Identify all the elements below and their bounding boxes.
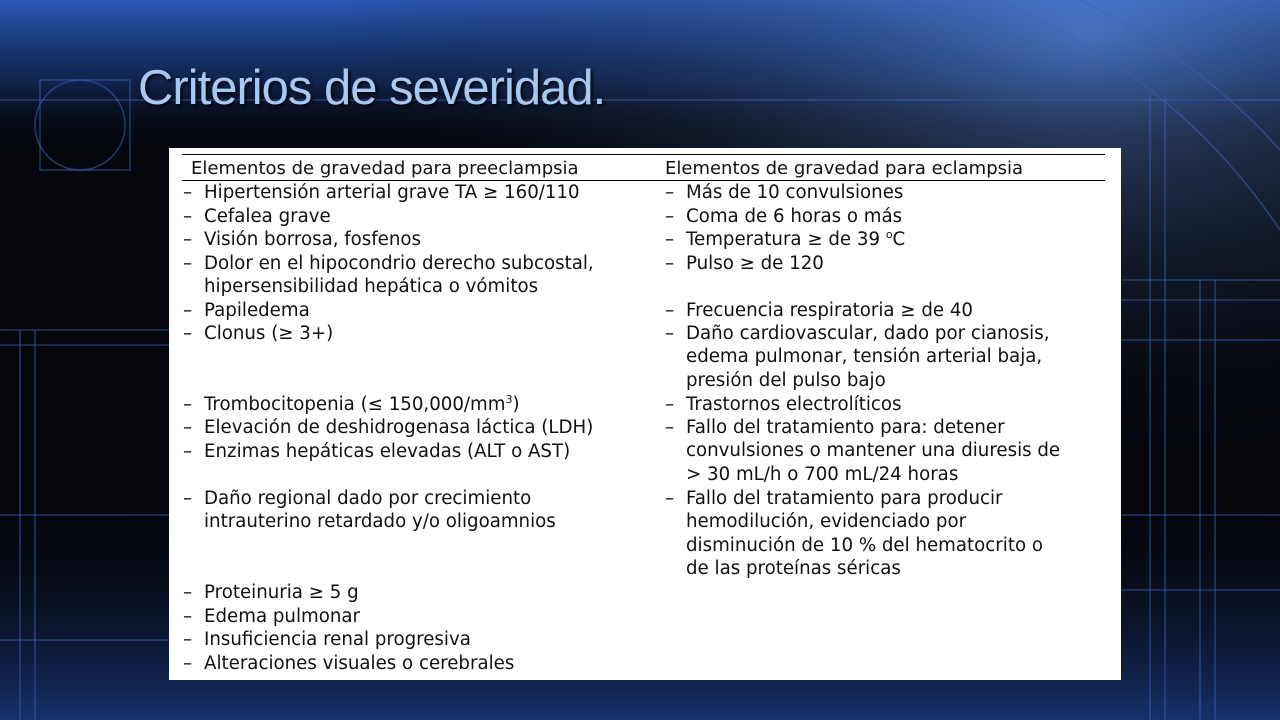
preeclampsia-item: – Enzimas hepáticas elevadas (ALT o AST): [183, 441, 571, 462]
preeclampsia-item: – Cefalea grave: [183, 206, 331, 227]
preeclampsia-item: – Dolor en el hipocondrio derecho subcostal, hipersensibilidad hepática o vómitos: [183, 253, 594, 298]
preeclampsia-item: – Elevación de deshidrogenasa láctica (LDH): [183, 417, 594, 438]
header-eclampsia: Elementos de gravedad para eclampsia: [665, 158, 1024, 179]
table-top-rule: [182, 154, 1105, 155]
preeclampsia-item: – Edema pulmonar: [183, 606, 360, 627]
eclampsia-item: – Frecuencia respiratoria ≥ de 40: [665, 300, 973, 321]
preeclampsia-item: – Papiledema: [183, 300, 310, 321]
preeclampsia-item: – Visión borrosa, fosfenos: [183, 229, 422, 250]
eclampsia-item: – Más de 10 convulsiones: [665, 182, 904, 203]
header-preeclampsia: Elementos de gravedad para preeclampsia: [191, 158, 579, 179]
preeclampsia-item: – Daño regional dado por crecimiento intrauterino retardado y/o oligoamnios: [183, 488, 556, 533]
eclampsia-item: – Coma de 6 horas o más: [665, 206, 903, 227]
preeclampsia-item: – Alteraciones visuales o cerebrales: [183, 653, 515, 674]
eclampsia-item: – Fallo del tratamiento para: detener convulsiones o mantener una diuresis de > 30 mL/h o 700 mL/24 horas: [665, 417, 1061, 485]
preeclampsia-item: – Hipertensión arterial grave TA ≥ 160/110: [183, 182, 580, 203]
eclampsia-item: – Daño cardiovascular, dado por cianosis, edema pulmonar, tensión arterial baja, presión del pulso bajo: [665, 323, 1050, 391]
eclampsia-item: – Trastornos electrolíticos: [665, 394, 902, 415]
slide-title: Criterios de severidad.: [138, 61, 606, 115]
preeclampsia-item: – Clonus (≥ 3+): [183, 323, 334, 344]
preeclampsia-item: – Trombocitopenia (≤ $150,000/mm^3$): [183, 393, 520, 415]
preeclampsia-item: – Insuficiencia renal progresiva: [183, 629, 471, 650]
eclampsia-item: – Temperatura ≥ de 39 $^o$C: [665, 228, 906, 250]
severity-criteria-table: [169, 148, 1121, 680]
preeclampsia-item: – Proteinuria ≥ 5 g: [183, 582, 359, 603]
eclampsia-item: – Fallo del tratamiento para producir hemodilución, evidenciado por disminución de 10 % del hematocrito o de las proteínas séricas: [665, 488, 1043, 580]
eclampsia-item: – Pulso ≥ de 120: [665, 253, 824, 274]
